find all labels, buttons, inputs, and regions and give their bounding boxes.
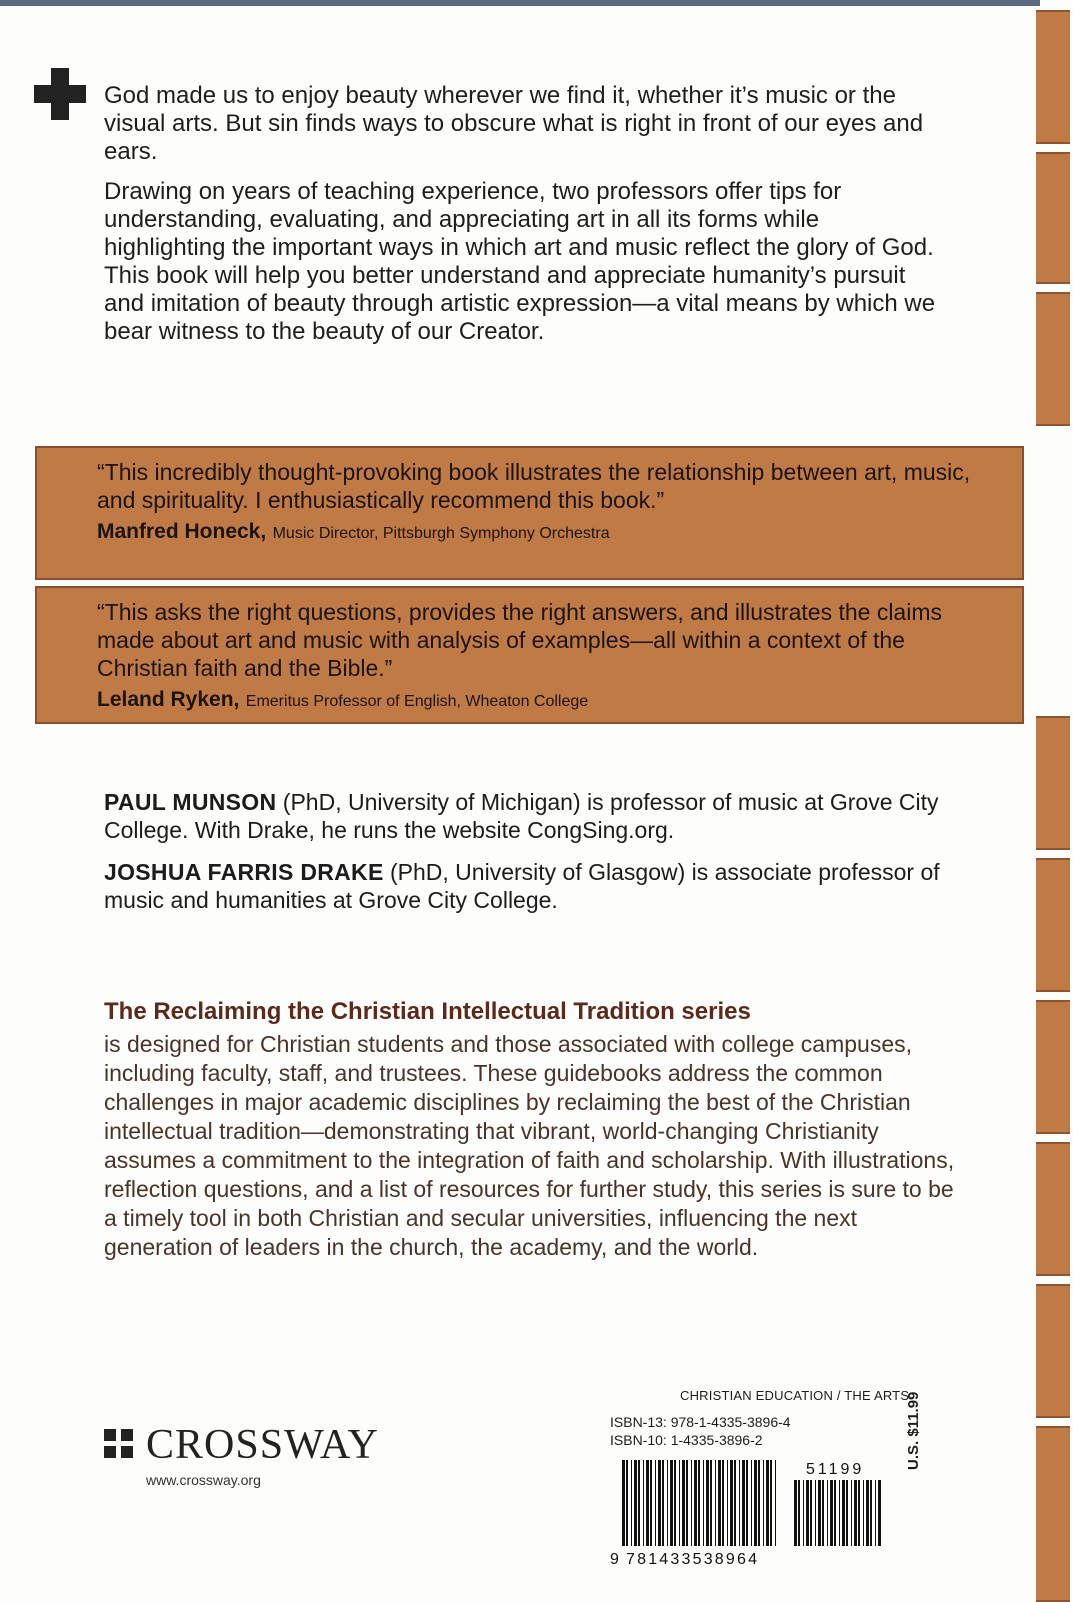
barcode-bar bbox=[815, 1480, 816, 1546]
barcode-bar bbox=[858, 1480, 860, 1546]
edge-tab bbox=[1036, 1426, 1070, 1602]
barcode-bar bbox=[854, 1480, 857, 1546]
barcode-bar bbox=[674, 1460, 676, 1546]
barcode-bar bbox=[679, 1460, 680, 1546]
barcode-bar bbox=[746, 1460, 748, 1546]
barcode-bar bbox=[662, 1460, 664, 1546]
barcode-bar bbox=[842, 1480, 845, 1546]
barcode-bar bbox=[822, 1480, 824, 1546]
barcode-lead-digit: 9 bbox=[610, 1551, 619, 1568]
endorsement-box bbox=[35, 446, 1024, 580]
barcode-bar bbox=[751, 1460, 752, 1546]
endorser-role: Music Director, Pittsburgh Symphony Orchestra bbox=[272, 525, 610, 542]
barcode-bar bbox=[734, 1460, 736, 1546]
barcode-bar bbox=[631, 1460, 632, 1546]
isbn-10: ISBN-10: 1-4335-3896-2 bbox=[610, 1432, 763, 1448]
edge-tab bbox=[1036, 10, 1070, 144]
barcode-bar bbox=[698, 1460, 700, 1546]
isbn-13: ISBN-13: 978-1-4335-3896-4 bbox=[610, 1414, 791, 1430]
barcode-digits: 781433538964 bbox=[626, 1551, 760, 1568]
barcode-bar bbox=[638, 1460, 640, 1546]
barcode-bar bbox=[810, 1480, 812, 1546]
barcode-bar bbox=[794, 1480, 797, 1546]
author-bio bbox=[104, 858, 964, 914]
edge-tab bbox=[1036, 1142, 1070, 1276]
barcode-bar bbox=[650, 1460, 652, 1546]
series-title: The Reclaiming the Christian Intellectual Tradition series bbox=[104, 998, 751, 1025]
barcode-bar bbox=[682, 1460, 685, 1546]
series-description: is designed for Christian students and those associated with college campuses, including faculty, staff, and trustees. These guidebooks address the common challenges in major academic disciplines by reclaiming the best of the Christian intellectual tradition—demonstrating that vibrant, world-changing Christianity assumes a commitment to the integration of faith and scholarship. With illustrations, reflection questions, and a list of resources for further study, this series is sure to be a timely tool in both Christian and secular universities, influencing the next generation of leaders in the church, the academy, and the world. bbox=[104, 1031, 955, 1260]
barcode-bar bbox=[658, 1460, 661, 1546]
barcode-bar bbox=[742, 1460, 745, 1546]
publisher-name: CROSSWAY bbox=[146, 1422, 379, 1468]
barcode-bar bbox=[703, 1460, 704, 1546]
endorsement-text: “This asks the right questions, provides the right answers, and illustrates the claims made about art and music with analysis of examples—all within a context of the Christian faith and the Bible.” bbox=[97, 599, 942, 681]
author-bio-text: (PhD, University of Michigan) is professor of music at Grove City College. With Drake, he runs the website CongSing.org. bbox=[104, 789, 939, 843]
edge-tab bbox=[1036, 1284, 1070, 1418]
barcode-bar bbox=[763, 1460, 764, 1546]
barcode-bar bbox=[846, 1480, 848, 1546]
intro-paragraph: God made us to enjoy beauty wherever we find it, whether it’s music or the visual arts. But sin finds ways to obscure what is right in front of our eyes and ears. bbox=[104, 82, 924, 165]
barcode-bar bbox=[878, 1480, 881, 1546]
barcode-bar bbox=[722, 1460, 724, 1546]
barcode-bar bbox=[875, 1480, 876, 1546]
barcode-bar bbox=[870, 1480, 872, 1546]
barcode-bar bbox=[710, 1460, 712, 1546]
barcode-bar bbox=[758, 1460, 760, 1546]
endorser-role: Emeritus Professor of English, Wheaton College bbox=[245, 693, 589, 710]
cross-icon bbox=[34, 68, 86, 120]
edge-tab bbox=[1036, 292, 1070, 426]
barcode-addon-digits: 51199 bbox=[806, 1461, 865, 1478]
barcode-bar bbox=[739, 1460, 740, 1546]
barcode-bar bbox=[851, 1480, 852, 1546]
edge-tab bbox=[1036, 858, 1070, 992]
barcode-bar bbox=[839, 1480, 840, 1546]
barcode-bar bbox=[718, 1460, 721, 1546]
barcode-bars bbox=[622, 1460, 776, 1546]
edge-tab bbox=[1036, 716, 1070, 850]
barcode-bar bbox=[775, 1460, 776, 1546]
author-bio-text: (PhD, University of Glasgow) is associate professor of music and humanities at Grove City College. bbox=[104, 859, 940, 913]
endorser-name: Manfred Honeck, bbox=[97, 520, 267, 543]
barcode-bar bbox=[803, 1480, 804, 1546]
category-label: CHRISTIAN EDUCATION / THE ARTS bbox=[680, 1388, 910, 1403]
barcode-bar bbox=[827, 1480, 828, 1546]
edge-tab bbox=[1036, 152, 1070, 284]
barcode-bar bbox=[686, 1460, 688, 1546]
barcode-bar bbox=[866, 1480, 869, 1546]
publisher-url: www.crossway.org bbox=[146, 1472, 261, 1488]
barcode-bar bbox=[715, 1460, 716, 1546]
edge-tab bbox=[1036, 1000, 1070, 1134]
barcode-bar bbox=[863, 1480, 864, 1546]
barcode-bar bbox=[646, 1460, 649, 1546]
endorser-name: Leland Ryken, bbox=[97, 688, 240, 711]
intro-text bbox=[104, 82, 944, 346]
barcode-bar bbox=[806, 1480, 809, 1546]
top-edge-line bbox=[0, 0, 1040, 6]
endorsement-box bbox=[35, 586, 1024, 724]
barcode-bar bbox=[730, 1460, 733, 1546]
barcode-bar bbox=[655, 1460, 656, 1546]
author-name: PAUL MUNSON bbox=[104, 789, 277, 815]
intro-paragraph: Drawing on years of teaching experience, two professors offer tips for understanding, evaluating, and appreciating art in all its forms while highlighting the important ways in which art and music reflect the glory of God. This book will help you better understand and appreciate humanity’s pursuit and imitation of beauty through artistic expression—a vital means by which we bear witness to the beauty of our Creator. bbox=[104, 178, 936, 345]
barcode-bar bbox=[667, 1460, 668, 1546]
barcode bbox=[608, 1460, 898, 1568]
barcode-bar bbox=[691, 1460, 692, 1546]
endorsement-text: “This incredibly thought-provoking book illustrates the relationship between art, music, and spirituality. I enthusiastically recommend this book.” bbox=[97, 459, 971, 513]
barcode-bar bbox=[643, 1460, 644, 1546]
author-name: JOSHUA FARRIS DRAKE bbox=[104, 859, 384, 885]
barcode-bar bbox=[754, 1460, 757, 1546]
barcode-bar bbox=[670, 1460, 673, 1546]
barcode-bar bbox=[622, 1460, 625, 1546]
barcode-bar bbox=[770, 1460, 772, 1546]
barcode-bar bbox=[766, 1460, 769, 1546]
barcode-bar bbox=[634, 1460, 637, 1546]
barcode-bar bbox=[727, 1460, 728, 1546]
barcode-bar bbox=[834, 1480, 836, 1546]
author-bio bbox=[104, 788, 964, 844]
barcode-bar bbox=[818, 1480, 821, 1546]
barcode-bar bbox=[626, 1460, 628, 1546]
barcode-bar bbox=[706, 1460, 709, 1546]
crossway-logo-icon bbox=[104, 1429, 134, 1459]
barcode-bar bbox=[798, 1480, 800, 1546]
barcode-addon-bars bbox=[794, 1480, 881, 1546]
barcode-bar bbox=[694, 1460, 697, 1546]
barcode-bar bbox=[830, 1480, 833, 1546]
price-label: U.S. $11.99 bbox=[905, 1391, 922, 1470]
